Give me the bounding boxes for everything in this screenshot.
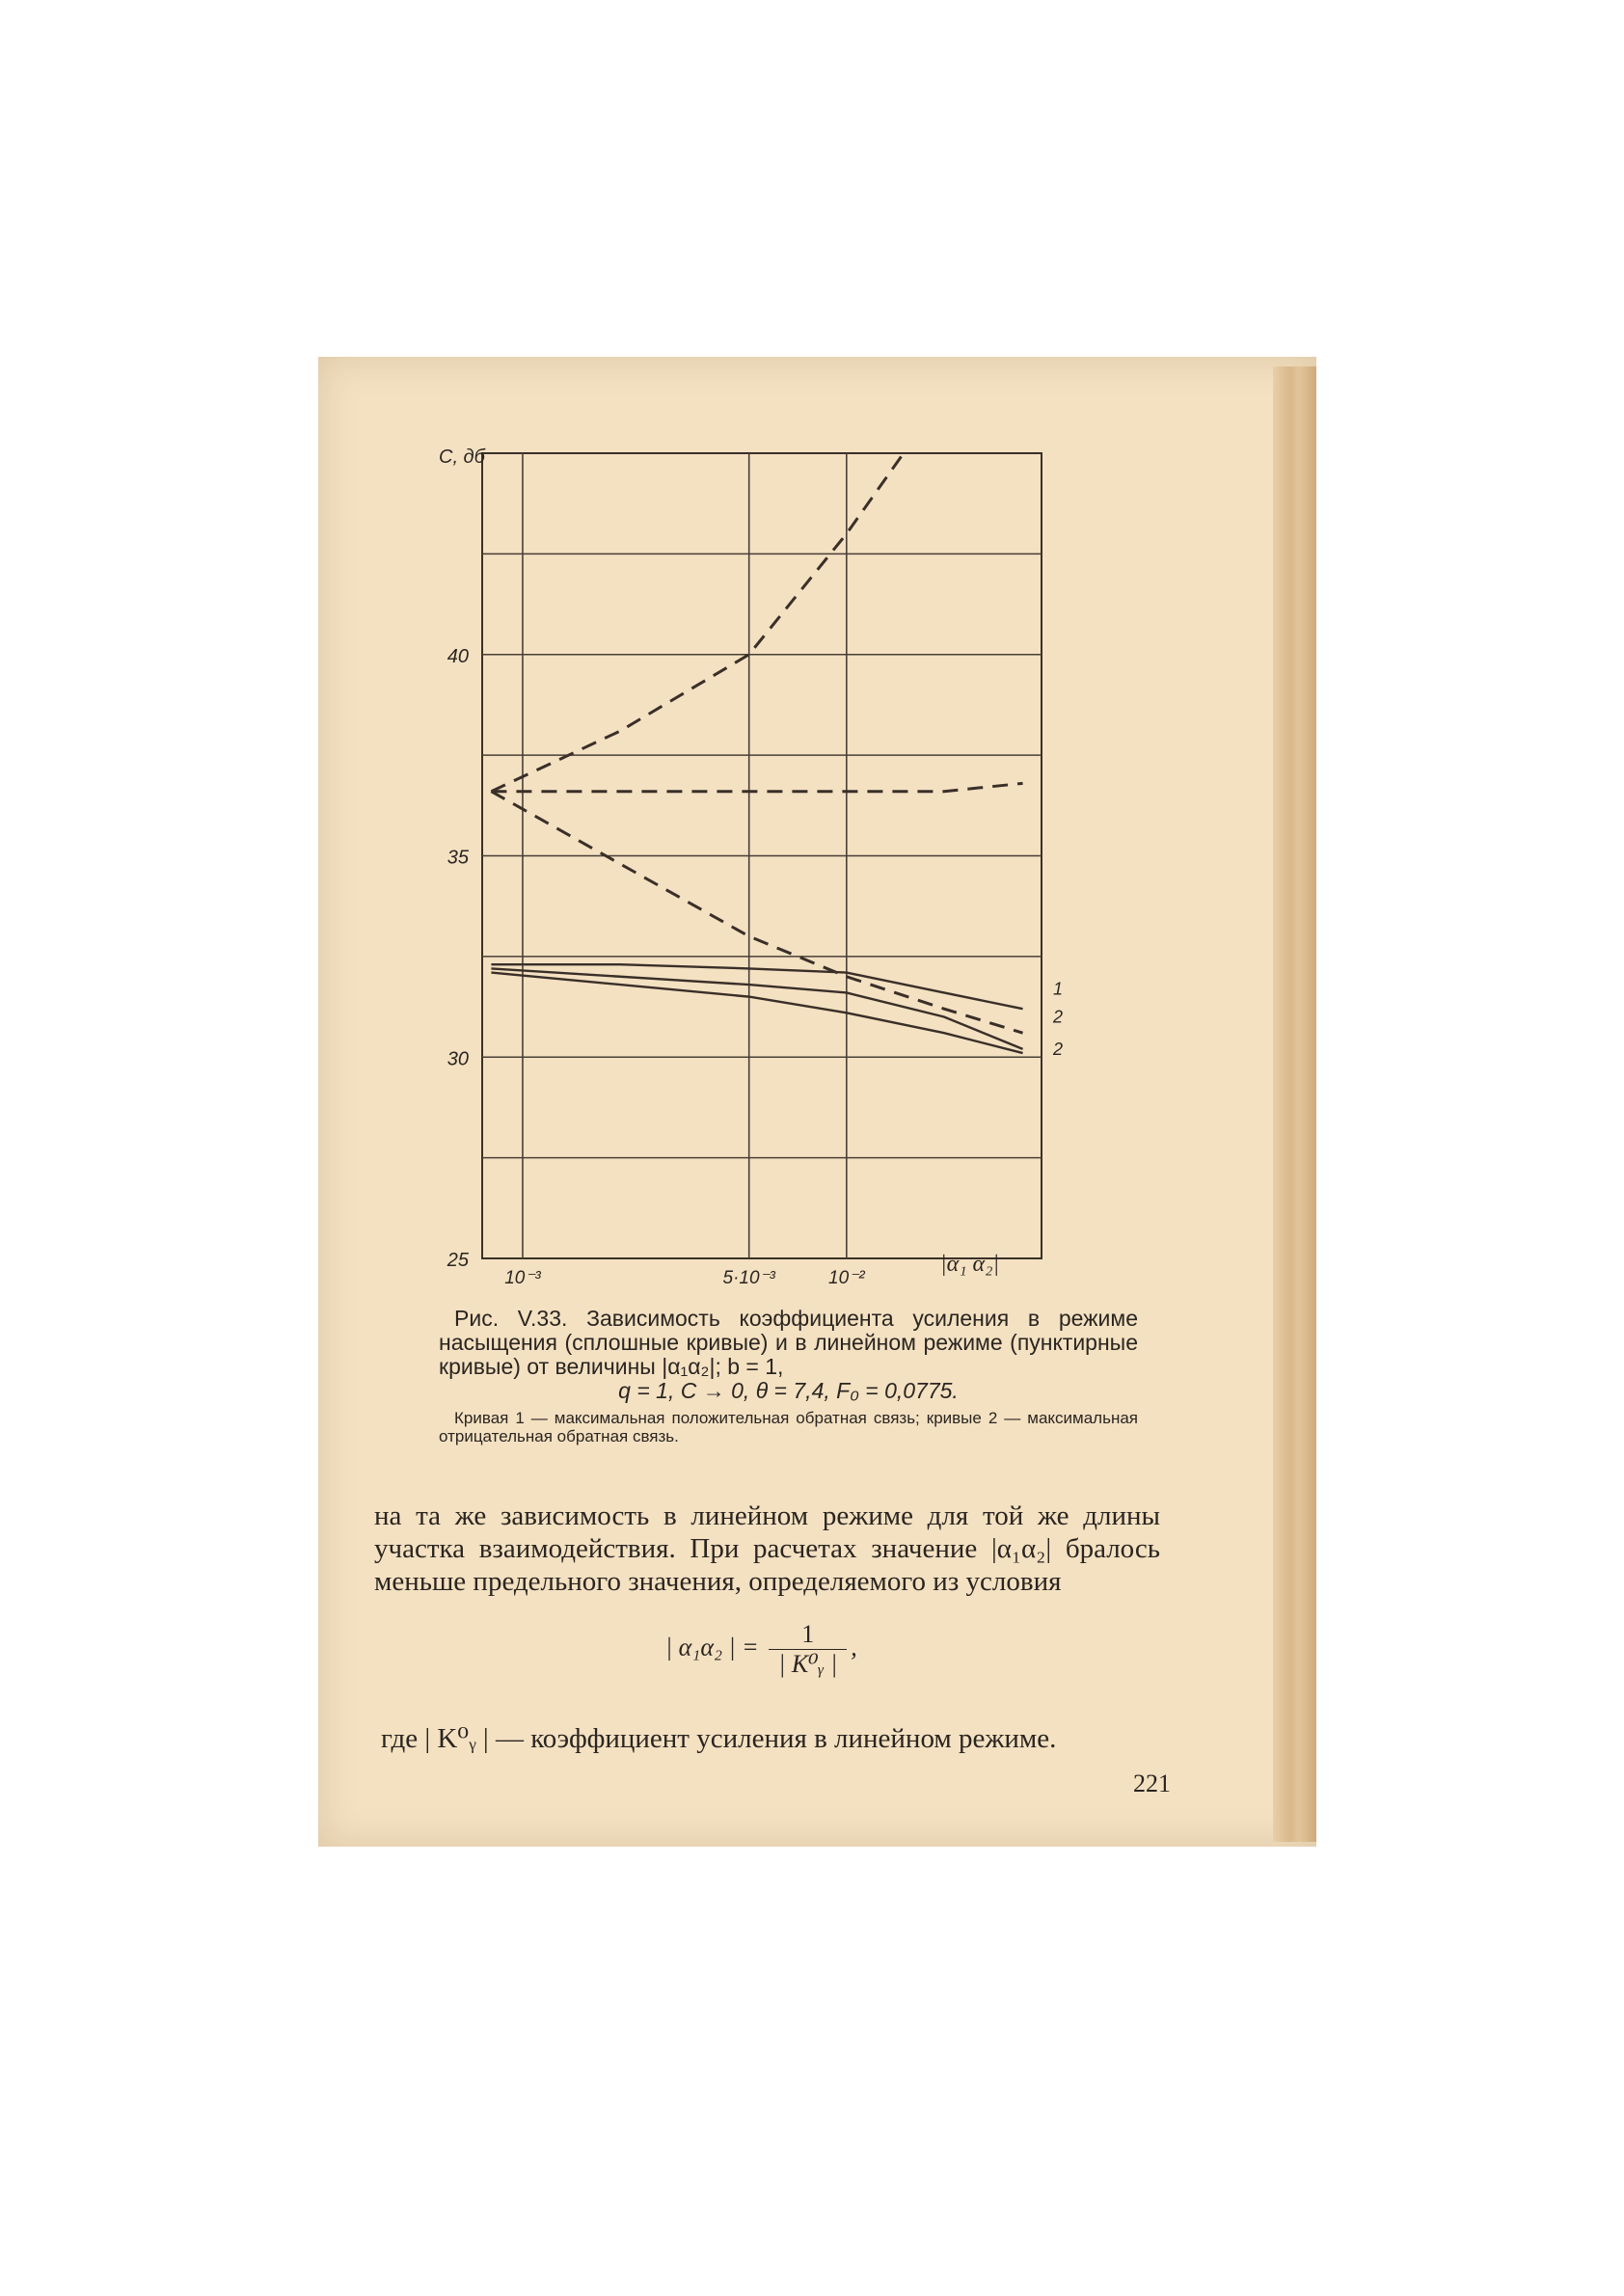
y-tick-labels: [447, 646, 470, 1271]
chart: [405, 424, 1119, 1292]
x-tick-label: 10⁻²: [828, 1268, 865, 1288]
series-line-2: [491, 783, 1022, 791]
chart-grid: [482, 453, 1042, 1258]
curve-labels: [1052, 979, 1063, 1059]
x-tick-labels: [504, 1268, 865, 1288]
curve-label: 2: [1053, 1039, 1064, 1059]
page-number: 221: [1133, 1769, 1171, 1797]
y-tick-label: 25: [447, 1250, 469, 1271]
series-line-4: [491, 964, 1022, 1009]
caption-note: Кривая 1 — максимальная положительная обратная связь; кривые 2 — максимальная отрицательная обратная связь.: [439, 1409, 1138, 1445]
figure-caption: [439, 1307, 1138, 1445]
body-paragraph: на та же зависимость в линейном режиме для той же длины участка взаимодействия. При расчетах значение |α₁α₂| бралось меньше предельного значения, определяемого из условия: [374, 1500, 1160, 1597]
caption-params: q = 1, C → 0, θ = 7,4, F₀ = 0,0775.: [618, 1378, 959, 1403]
curve-label: 2: [1053, 1007, 1064, 1027]
formula-numerator: 1: [769, 1620, 847, 1650]
series-line-1: [491, 453, 904, 792]
formula-denominator: | K⁰ᵧ |: [778, 1650, 838, 1678]
y-axis-label: C, дб: [439, 446, 485, 468]
formula: [665, 1620, 857, 1679]
y-tick-label: 35: [447, 847, 469, 869]
x-axis-label: |α₁ α₂|: [940, 1252, 1000, 1277]
chart-series: [491, 453, 1022, 1053]
where-line: где | K⁰ᵧ | — коэффициент усиления в линейном режиме.: [381, 1723, 1057, 1754]
formula-tail: ,: [851, 1633, 857, 1661]
x-tick-label: 5·10⁻³: [722, 1268, 775, 1288]
y-tick-label: 40: [447, 645, 469, 667]
curve-label: 1: [1053, 979, 1064, 999]
formula-lhs: | α₁α₂ | =: [665, 1633, 759, 1661]
page-edge: [1273, 366, 1316, 1842]
formula-fraction: [769, 1620, 847, 1679]
x-tick-label: 10⁻³: [504, 1268, 541, 1288]
series-line-3: [491, 792, 1022, 1033]
caption-main: Рис. V.33. Зависимость коэффициента усиления в режиме насыщения (сплошные кривые) и в линейном режиме (пунктирные кривые) от величины |α₁α₂|; b = 1,: [439, 1306, 1138, 1379]
y-tick-label: 30: [447, 1048, 469, 1070]
